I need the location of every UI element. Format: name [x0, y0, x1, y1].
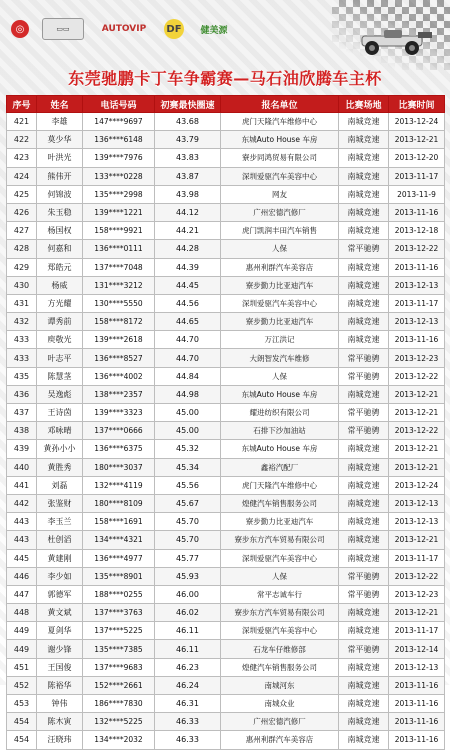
table-row: [7, 367, 445, 385]
phone-number: 133****0228: [83, 167, 155, 185]
team-unit: 人保: [221, 567, 339, 585]
racer-name: 熊伟开: [37, 167, 83, 185]
racer-name: 刘磊: [37, 476, 83, 494]
row-number: 426: [7, 203, 37, 221]
table-row: [7, 131, 445, 149]
best-lap-time: 45.70: [155, 513, 221, 531]
phone-number: 139****7976: [83, 149, 155, 167]
race-date: 2013-12-24: [389, 476, 445, 494]
table-row: [7, 240, 445, 258]
phone-number: 132****5225: [83, 713, 155, 731]
team-unit: 万江洪记: [221, 331, 339, 349]
racer-name: 杨国权: [37, 222, 83, 240]
best-lap-time: 43.79: [155, 131, 221, 149]
best-lap-time: 46.24: [155, 676, 221, 694]
phone-number: 137****9683: [83, 658, 155, 676]
table-row: [7, 567, 445, 585]
racer-name: 钟伟: [37, 695, 83, 713]
racer-name: 陈慧茎: [37, 367, 83, 385]
racer-name: 李玉兰: [37, 513, 83, 531]
phone-number: 130****5550: [83, 294, 155, 312]
phone-number: 180****3037: [83, 458, 155, 476]
best-lap-time: 46.11: [155, 622, 221, 640]
race-date: 2013-12-13: [389, 658, 445, 676]
row-number: 452: [7, 676, 37, 694]
race-venue: 南城竞速: [339, 695, 389, 713]
team-unit: 寮步东方汽车贸易有限公司: [221, 531, 339, 549]
phone-number: 137****0666: [83, 422, 155, 440]
jianmeiyuan-logo-icon: 健美源: [200, 25, 228, 36]
column-header: 报名单位: [221, 96, 339, 113]
best-lap-time: 46.33: [155, 713, 221, 731]
best-lap-time: 46.11: [155, 640, 221, 658]
phone-number: 152****2661: [83, 676, 155, 694]
racer-name: 莫少华: [37, 131, 83, 149]
best-lap-time: 45.77: [155, 549, 221, 567]
phone-number: 135****2998: [83, 185, 155, 203]
race-date: 2013-12-22: [389, 422, 445, 440]
best-lap-time: 44.21: [155, 222, 221, 240]
row-number: 449: [7, 622, 37, 640]
column-header: 初赛最快圈速: [155, 96, 221, 113]
team-unit: 寮步同鸿贸易有限公司: [221, 149, 339, 167]
row-number: 422: [7, 131, 37, 149]
column-header: 姓名: [37, 96, 83, 113]
header: [0, 0, 450, 95]
best-lap-time: 45.34: [155, 458, 221, 476]
best-lap-time: 46.00: [155, 585, 221, 603]
page-title: 东莞驰鹏卡丁车争霸赛—马石油欣腾车主杯: [68, 69, 382, 88]
racer-name: 王国俊: [37, 658, 83, 676]
row-number: 449: [7, 640, 37, 658]
race-date: 2013-11-16: [389, 676, 445, 694]
race-venue: 常平驰骋: [339, 585, 389, 603]
racer-name: 陈木寅: [37, 713, 83, 731]
race-venue: 常平驰骋: [339, 640, 389, 658]
table-row: [7, 458, 445, 476]
table-row: [7, 331, 445, 349]
team-unit: 惠州利群汽车美容店: [221, 258, 339, 276]
racer-name: 夏剑华: [37, 622, 83, 640]
phone-number: 138****2357: [83, 385, 155, 403]
column-header: 比赛时间: [389, 96, 445, 113]
table-row: [7, 476, 445, 494]
table-row: [7, 513, 445, 531]
race-date: 2013-12-13: [389, 513, 445, 531]
race-venue: 常平驰骋: [339, 404, 389, 422]
column-header: 电话号码: [83, 96, 155, 113]
race-date: 2013-11-16: [389, 695, 445, 713]
table-row: [7, 531, 445, 549]
phone-number: 136****4002: [83, 367, 155, 385]
best-lap-time: 44.70: [155, 331, 221, 349]
phone-number: 180****8109: [83, 494, 155, 512]
table-row: [7, 695, 445, 713]
race-date: 2013-11-9: [389, 185, 445, 203]
team-unit: 寮步勤力比亚迪汽车: [221, 513, 339, 531]
logo-strip: [6, 18, 236, 40]
autovip-logo-icon: AUTOVIP: [101, 24, 147, 34]
race-venue: 常平驰骋: [339, 367, 389, 385]
table-row: [7, 313, 445, 331]
best-lap-time: 45.32: [155, 440, 221, 458]
results-table: [6, 95, 445, 750]
phone-number: 132****4119: [83, 476, 155, 494]
phone-number: 131****3212: [83, 276, 155, 294]
table-row: [7, 422, 445, 440]
row-number: 424: [7, 167, 37, 185]
race-venue: 南城竞速: [339, 476, 389, 494]
team-unit: 深圳爱驱汽车美容中心: [221, 294, 339, 312]
phone-number: 137****3763: [83, 604, 155, 622]
team-unit: 虎门天隆汽车维修中心: [221, 476, 339, 494]
racer-name: 杜创滔: [37, 531, 83, 549]
phone-number: 136****6148: [83, 131, 155, 149]
race-venue: 南城竞速: [339, 222, 389, 240]
phone-number: 186****7830: [83, 695, 155, 713]
racer-name: 郭德军: [37, 585, 83, 603]
race-date: 2013-12-24: [389, 113, 445, 131]
dongfeng-logo-icon: ◎: [6, 19, 34, 39]
racer-name: 谭秀前: [37, 313, 83, 331]
df-logo-icon: DF: [164, 19, 184, 39]
table-row: [7, 113, 445, 131]
phone-number: 188****0255: [83, 585, 155, 603]
best-lap-time: 44.45: [155, 276, 221, 294]
race-venue: 南城竞速: [339, 331, 389, 349]
best-lap-time: 45.67: [155, 494, 221, 512]
best-lap-time: 44.84: [155, 367, 221, 385]
team-unit: 煌健汽车销售服务公司: [221, 494, 339, 512]
race-venue: 常平驰骋: [339, 240, 389, 258]
race-date: 2013-12-14: [389, 640, 445, 658]
race-venue: 南城竞速: [339, 167, 389, 185]
team-unit: 南城众业: [221, 695, 339, 713]
race-venue: 南城竞速: [339, 149, 389, 167]
race-date: 2013-11-17: [389, 549, 445, 567]
table-row: [7, 349, 445, 367]
race-venue: 南城竞速: [339, 676, 389, 694]
row-number: 454: [7, 713, 37, 731]
team-unit: 深圳爱驱汽车美容中心: [221, 167, 339, 185]
race-venue: 南城竞速: [339, 494, 389, 512]
team-unit: 深圳爱驱汽车美容中心: [221, 622, 339, 640]
team-unit: 广州宏德汽修厂: [221, 203, 339, 221]
team-unit: 东城Auto House 车房: [221, 440, 339, 458]
race-venue: 南城竞速: [339, 513, 389, 531]
racer-name: 黄建刚: [37, 549, 83, 567]
row-number: 433: [7, 349, 37, 367]
best-lap-time: 45.93: [155, 567, 221, 585]
team-unit: 人保: [221, 240, 339, 258]
race-venue: 南城竞速: [339, 713, 389, 731]
table-row: [7, 658, 445, 676]
race-date: 2013-12-21: [389, 531, 445, 549]
phone-number: 135****8901: [83, 567, 155, 585]
best-lap-time: 44.70: [155, 349, 221, 367]
team-unit: 煌健汽车销售服务公司: [221, 658, 339, 676]
best-lap-time: 45.00: [155, 422, 221, 440]
table-row: [7, 585, 445, 603]
race-date: 2013-11-16: [389, 331, 445, 349]
racer-name: 李少如: [37, 567, 83, 585]
row-number: 441: [7, 476, 37, 494]
racer-name: 张鉴财: [37, 494, 83, 512]
table-row: [7, 622, 445, 640]
best-lap-time: 46.23: [155, 658, 221, 676]
team-unit: 深圳爱驱汽车美容中心: [221, 549, 339, 567]
race-date: 2013-12-13: [389, 276, 445, 294]
race-date: 2013-11-16: [389, 731, 445, 749]
best-lap-time: 44.28: [155, 240, 221, 258]
racer-name: 何嘉和: [37, 240, 83, 258]
race-date: 2013-11-16: [389, 258, 445, 276]
race-venue: 南城竞速: [339, 658, 389, 676]
row-number: 443: [7, 531, 37, 549]
racer-name: 叶志平: [37, 349, 83, 367]
row-number: 442: [7, 494, 37, 512]
phone-number: 136****8527: [83, 349, 155, 367]
best-lap-time: 44.98: [155, 385, 221, 403]
race-venue: 南城竞速: [339, 622, 389, 640]
table-header-row: [7, 96, 445, 113]
race-venue: 常平驰骋: [339, 422, 389, 440]
row-number: 427: [7, 222, 37, 240]
row-number: 447: [7, 585, 37, 603]
table-row: [7, 276, 445, 294]
racer-name: 杨威: [37, 276, 83, 294]
race-venue: 南城竞速: [339, 258, 389, 276]
best-lap-time: 44.12: [155, 203, 221, 221]
phone-number: 136****6375: [83, 440, 155, 458]
race-venue: 常平驰骋: [339, 349, 389, 367]
race-venue: 南城竞速: [339, 113, 389, 131]
phone-number: 158****1691: [83, 513, 155, 531]
row-number: 431: [7, 294, 37, 312]
race-date: 2013-11-16: [389, 713, 445, 731]
race-date: 2013-12-21: [389, 458, 445, 476]
race-venue: 南城竞速: [339, 440, 389, 458]
race-venue: 常平驰骋: [339, 567, 389, 585]
table-row: [7, 167, 445, 185]
table-row: [7, 713, 445, 731]
row-number: 453: [7, 695, 37, 713]
race-date: 2013-12-22: [389, 367, 445, 385]
racer-name: 黄胜秀: [37, 458, 83, 476]
table-row: [7, 731, 445, 749]
race-venue: 南城竞速: [339, 604, 389, 622]
phone-number: 135****7385: [83, 640, 155, 658]
table-row: [7, 185, 445, 203]
best-lap-time: 44.65: [155, 313, 221, 331]
racer-name: 郑皓元: [37, 258, 83, 276]
table-row: [7, 604, 445, 622]
race-date: 2013-12-13: [389, 494, 445, 512]
team-unit: 人保: [221, 367, 339, 385]
best-lap-time: 45.00: [155, 404, 221, 422]
team-unit: 网友: [221, 185, 339, 203]
racer-name: 王诗茵: [37, 404, 83, 422]
row-number: 454: [7, 731, 37, 749]
best-lap-time: 43.98: [155, 185, 221, 203]
team-unit: 南城河东: [221, 676, 339, 694]
row-number: 428: [7, 240, 37, 258]
row-number: 438: [7, 422, 37, 440]
phone-number: 134****4321: [83, 531, 155, 549]
table-row: [7, 203, 445, 221]
race-date: 2013-11-17: [389, 167, 445, 185]
phone-number: 137****5225: [83, 622, 155, 640]
table-row: [7, 294, 445, 312]
table-row: [7, 494, 445, 512]
racer-name: 黄文斌: [37, 604, 83, 622]
race-date: 2013-12-13: [389, 313, 445, 331]
phone-number: 134****2032: [83, 731, 155, 749]
best-lap-time: 46.33: [155, 731, 221, 749]
race-date: 2013-12-20: [389, 149, 445, 167]
racer-name: 叶洪光: [37, 149, 83, 167]
table-row: [7, 222, 445, 240]
team-unit: 鑫裕汽配厂: [221, 458, 339, 476]
race-venue: 南城竞速: [339, 385, 389, 403]
race-date: 2013-12-21: [389, 385, 445, 403]
race-venue: 南城竞速: [339, 185, 389, 203]
team-unit: 石排下沙加油站: [221, 422, 339, 440]
row-number: 423: [7, 149, 37, 167]
race-date: 2013-12-21: [389, 440, 445, 458]
table-row: [7, 258, 445, 276]
best-lap-time: 45.56: [155, 476, 221, 494]
team-unit: 石龙车仔维修部: [221, 640, 339, 658]
table-row: [7, 640, 445, 658]
phone-number: 158****8172: [83, 313, 155, 331]
race-date: 2013-11-17: [389, 622, 445, 640]
table-row: [7, 440, 445, 458]
best-lap-time: 46.02: [155, 604, 221, 622]
row-number: 448: [7, 604, 37, 622]
row-number: 421: [7, 113, 37, 131]
race-venue: 南城竞速: [339, 313, 389, 331]
phone-number: 147****9697: [83, 113, 155, 131]
row-number: 433: [7, 331, 37, 349]
race-date: 2013-12-23: [389, 585, 445, 603]
team-unit: 常平志诚车行: [221, 585, 339, 603]
row-number: 446: [7, 567, 37, 585]
race-date: 2013-11-17: [389, 294, 445, 312]
race-date: 2013-12-22: [389, 567, 445, 585]
racer-name: 汪晓玮: [37, 731, 83, 749]
team-unit: 虎门天隆汽车维修中心: [221, 113, 339, 131]
row-number: 439: [7, 440, 37, 458]
best-lap-time: 43.87: [155, 167, 221, 185]
race-venue: 南城竞速: [339, 731, 389, 749]
row-number: 451: [7, 658, 37, 676]
best-lap-time: 43.83: [155, 149, 221, 167]
row-number: 425: [7, 185, 37, 203]
racer-name: 吴逸彪: [37, 385, 83, 403]
race-venue: 南城竞速: [339, 294, 389, 312]
team-unit: 寮步东方汽车贸易有限公司: [221, 604, 339, 622]
racer-name: 庾敬光: [37, 331, 83, 349]
team-unit: 耀进纺织有限公司: [221, 404, 339, 422]
racer-name: 朱玉稳: [37, 203, 83, 221]
best-lap-time: 46.31: [155, 695, 221, 713]
car-brand-logo-icon: ▭▭: [42, 18, 84, 40]
team-unit: 寮步勤力比亚迪汽车: [221, 276, 339, 294]
racer-name: 方光耀: [37, 294, 83, 312]
racer-name: 黄孙小小: [37, 440, 83, 458]
team-unit: 东城Auto House 车房: [221, 131, 339, 149]
column-header: 比赛场地: [339, 96, 389, 113]
phone-number: 137****7048: [83, 258, 155, 276]
row-number: 443: [7, 513, 37, 531]
race-date: 2013-12-23: [389, 349, 445, 367]
best-lap-time: 45.70: [155, 531, 221, 549]
best-lap-time: 43.68: [155, 113, 221, 131]
race-venue: 南城竞速: [339, 458, 389, 476]
table-row: [7, 385, 445, 403]
race-venue: 南城竞速: [339, 531, 389, 549]
row-number: 432: [7, 313, 37, 331]
team-unit: 虎门凯润丰田汽车销售: [221, 222, 339, 240]
race-date: 2013-12-21: [389, 604, 445, 622]
row-number: 437: [7, 404, 37, 422]
phone-number: 136****0111: [83, 240, 155, 258]
team-unit: 广州宏德汽修厂: [221, 713, 339, 731]
race-date: 2013-12-22: [389, 240, 445, 258]
column-header: 序号: [7, 96, 37, 113]
phone-number: 139****3323: [83, 404, 155, 422]
table-row: [7, 676, 445, 694]
row-number: 429: [7, 258, 37, 276]
team-unit: 惠州利群汽车美容店: [221, 731, 339, 749]
team-unit: 寮步勤力比亚迪汽车: [221, 313, 339, 331]
racer-name: 李雄: [37, 113, 83, 131]
race-venue: 南城竞速: [339, 276, 389, 294]
table-row: [7, 149, 445, 167]
race-car-icon: [354, 18, 440, 60]
row-number: 435: [7, 367, 37, 385]
team-unit: 大朗智发汽车维修: [221, 349, 339, 367]
row-number: 436: [7, 385, 37, 403]
table-row: [7, 404, 445, 422]
phone-number: 158****9921: [83, 222, 155, 240]
racer-name: 谢少锋: [37, 640, 83, 658]
race-date: 2013-11-16: [389, 203, 445, 221]
row-number: 445: [7, 549, 37, 567]
best-lap-time: 44.39: [155, 258, 221, 276]
race-venue: 南城竞速: [339, 131, 389, 149]
racer-name: 陈裕华: [37, 676, 83, 694]
phone-number: 139****2618: [83, 331, 155, 349]
table-row: [7, 549, 445, 567]
race-date: 2013-12-18: [389, 222, 445, 240]
row-number: 440: [7, 458, 37, 476]
phone-number: 139****1221: [83, 203, 155, 221]
race-date: 2013-12-21: [389, 131, 445, 149]
race-venue: 南城竞速: [339, 549, 389, 567]
racer-name: 邓咏晴: [37, 422, 83, 440]
team-unit: 东城Auto House 车房: [221, 385, 339, 403]
race-date: 2013-12-21: [389, 404, 445, 422]
phone-number: 136****4977: [83, 549, 155, 567]
race-venue: 南城竞速: [339, 203, 389, 221]
best-lap-time: 44.56: [155, 294, 221, 312]
row-number: 430: [7, 276, 37, 294]
racer-name: 何锦波: [37, 185, 83, 203]
